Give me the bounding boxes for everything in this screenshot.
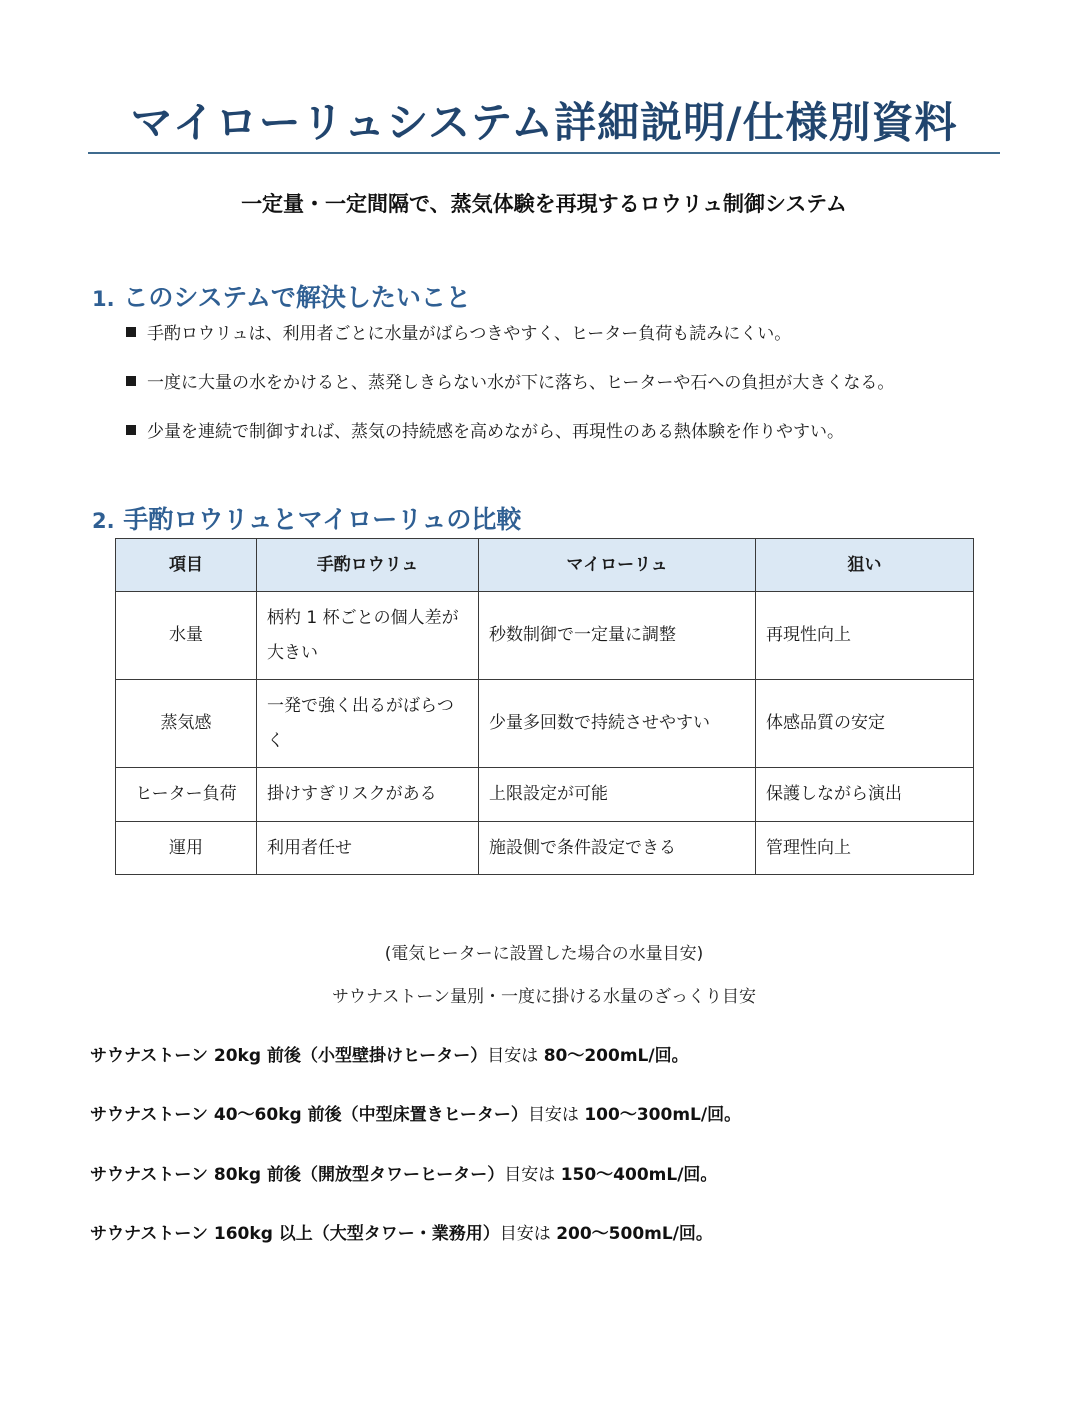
page-subtitle: 一定量・一定間隔で、蒸気体験を再現するロウリュ制御システム [241, 192, 847, 216]
table-row [116, 680, 974, 768]
section-2-number: 2. [92, 509, 115, 533]
table-cell: 利用者任せ [257, 822, 479, 875]
square-bullet-icon [126, 376, 136, 386]
square-bullet-icon [126, 327, 136, 337]
stone-guide-amount: 80〜200mL/回。 [543, 1046, 689, 1066]
table-cell: 運用 [116, 822, 257, 875]
stone-guide-label: サウナストーン 20kg 前後（小型壁掛けヒーター） [90, 1046, 488, 1066]
table-header-row [116, 539, 974, 592]
stone-guide-amount: 150〜400mL/回。 [560, 1165, 718, 1185]
list-item-text: 少量を連続で制御すれば、蒸気の持続感を高めながら、再現性のある熱体験を作りやすい。 [147, 422, 844, 442]
column-header: 狙い [756, 539, 974, 592]
section-1-heading [92, 278, 471, 314]
section-2-title: 手酌ロウリュとマイローリュの比較 [123, 505, 522, 534]
table-cell: 保護しながら演出 [756, 768, 974, 822]
table-cell: 施設側で条件設定できる [479, 822, 756, 875]
table-cell: 少量多回数で持続させやすい [479, 680, 756, 768]
table-cell: 蒸気感 [116, 680, 257, 768]
stone-guide-label: サウナストーン 160kg 以上（大型タワー・業務用） [90, 1224, 500, 1244]
table-cell: 秒数制御で一定量に調整 [479, 592, 756, 680]
page-title: マイローリュシステム詳細説明/仕様別資料 [130, 98, 958, 147]
list-item [126, 417, 1026, 466]
section-1-title: このシステムで解決したいこと [123, 283, 471, 312]
stone-guide-amount: 100〜300mL/回。 [584, 1105, 742, 1125]
table-row [116, 592, 974, 680]
list-item-text: 一度に大量の水をかけると、蒸発しきらない水が下に落ち、ヒーターや石への負担が大きくなる。 [147, 373, 895, 393]
section-1-number: 1. [92, 287, 115, 311]
column-header: 手酌ロウリュ [257, 539, 479, 592]
stone-guide-mid: 目安は [499, 1224, 551, 1244]
stone-guide-label: サウナストーン 80kg 前後（開放型タワーヒーター） [90, 1165, 505, 1185]
water-guide-note: (電気ヒーターに設置した場合の水量目安) [384, 944, 704, 964]
table-cell: 掛けすぎリスクがある [257, 768, 479, 822]
list-item [126, 319, 1026, 368]
table-cell: 管理性向上 [756, 822, 974, 875]
stone-guide-mid: 目安は [504, 1165, 556, 1185]
stone-guide-mid: 目安は [527, 1105, 579, 1125]
stone-guide-amount: 200〜500mL/回。 [556, 1224, 713, 1244]
column-header: 項目 [116, 539, 257, 592]
comparison-table [115, 538, 974, 875]
table-cell: 一発で強く出るがばらつく [257, 680, 479, 768]
water-guide-title: サウナストーン量別・一度に掛ける水量のざっくり目安 [332, 987, 756, 1007]
table-cell: 上限設定が可能 [479, 768, 756, 822]
stone-guide-item [90, 1219, 713, 1244]
stone-guide-label: サウナストーン 40〜60kg 前後（中型床置きヒーター） [90, 1105, 528, 1125]
table-cell: 再現性向上 [756, 592, 974, 680]
stone-guide-mid: 目安は [487, 1046, 539, 1066]
stone-guide-item [90, 1160, 717, 1185]
list-item-text: 手酌ロウリュは、利用者ごとに水量がばらつきやすく、ヒーター負荷も読みにくい。 [147, 324, 792, 344]
stone-guide-item [90, 1041, 689, 1066]
table-row [116, 768, 974, 822]
table-cell: 水量 [116, 592, 257, 680]
stone-guide-item [90, 1100, 741, 1125]
table-cell: 柄杓 1 杯ごとの個人差が大きい [257, 592, 479, 680]
square-bullet-icon [126, 425, 136, 435]
title-divider [88, 152, 1000, 154]
table-cell: ヒーター負荷 [116, 768, 257, 822]
section-2-heading [92, 500, 521, 536]
list-item [126, 368, 1026, 417]
column-header: マイローリュ [479, 539, 756, 592]
problem-list [126, 319, 1026, 466]
table-cell: 体感品質の安定 [756, 680, 974, 768]
table-row [116, 822, 974, 875]
